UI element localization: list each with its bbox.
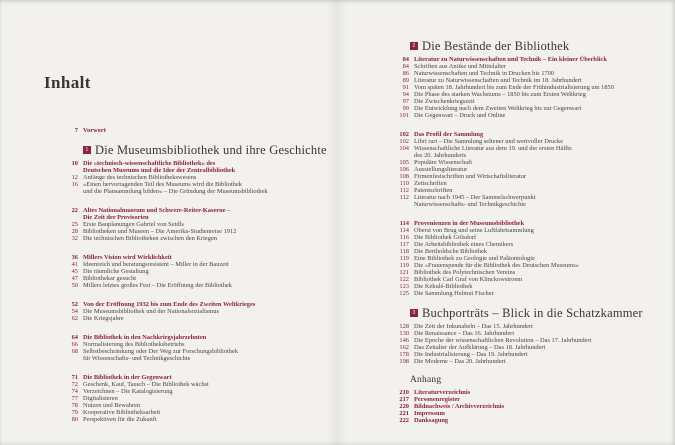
toc-entry-title-line: Die Moderne – Das 20. Jahrhundert [414,358,506,365]
toc-entry [64,207,326,221]
toc-entry-title-line: Die Phase des starken Wachstums – 1850 bis zum Ersten Weltkrieg [414,91,586,98]
toc-entry-title-line: Danksagung [414,417,449,424]
toc-entry-title-line: Bildnachweis / Archivverzeichnis [414,403,505,410]
toc-entry-page-number: 123 [399,283,409,290]
toc-entry-page-number: 125 [399,290,409,297]
toc-entry-page-number: 110 [399,180,409,187]
toc-entry [64,381,326,388]
toc-entry-title [414,173,663,180]
toc-entry-page-number: 84 [402,56,409,63]
toc-group [387,323,663,365]
toc-entry-title-line: Die »Frauenspende für die Bibliothek des Deutschen Museums« [414,262,579,269]
toc-entry-title [83,160,326,174]
toc-entry-title-line: und die Plansammlung bilden« – Die Gründung der Museumsbibliothek [83,188,268,195]
toc-entry-page-number: 74 [71,388,78,395]
toc-entry-title [414,91,663,98]
toc-entry-title [414,344,663,351]
toc-entry [387,276,663,283]
toc-entry-title-line: Literatur nach 1945 – Der Sammelschwerpunkt [414,194,536,201]
section-badge-icon: 2 [410,42,418,50]
toc-entry-title [83,207,326,221]
toc-entry-page-number: 22 [71,207,78,214]
toc-entry-title-line: »Einen hervorragenden Teil des Museums wird die Bibliothek [83,181,242,188]
page-title: Inhalt [44,73,91,93]
toc-entry-page-number: 25 [71,221,78,228]
toc-entry-title-line: Die räumliche Gestaltung [83,268,149,275]
toc-entry-title [414,187,663,194]
toc-group [64,207,326,242]
toc-entry-title [414,166,663,173]
toc-entry-title-line: Eine Bibliothek zu Geologie und Paläontologie [414,255,535,262]
toc-entry-page-number: 146 [399,337,409,344]
toc-entry-title-line: für Wissenschafts- und Technikgeschichte [83,355,191,362]
toc-entry-title-line: Millers letztes großes Fest – Die Eröffnung der Bibliothek [83,282,232,289]
toc-column-left [64,127,326,435]
toc-entry [387,344,663,351]
toc-entry-page-number: 47 [71,275,78,282]
toc-entry [64,348,326,362]
toc-group [64,374,326,423]
toc-entry-title [83,388,326,395]
toc-entry-page-number: 122 [399,276,409,283]
toc-entry-title [83,395,326,402]
toc-entry-page-number: 119 [399,255,409,262]
toc-entry-title-line: Geschenk, Kauf, Tausch – Die Bibliothek wächst [83,381,209,388]
toc-entry-title [414,98,663,105]
toc-entry-title-line: Verzeichnen – Die Katalogisierung [83,388,173,395]
toc-entry [387,337,663,344]
toc-entry-page-number: 118 [399,248,409,255]
toc-entry-title [83,282,326,289]
toc-entry-page-number: 222 [399,417,409,424]
toc-entry-title [83,416,326,423]
toc-entry-page-number: 52 [71,301,78,308]
toc-entry-page-number: 217 [399,396,409,403]
toc-entry-title-line: Die Bertholdsche Bibliothek [414,248,488,255]
toc-entry-title [83,334,326,341]
toc-entry-title-line: Millers Vision wird Wirklichkeit [83,254,172,261]
toc-entry [387,396,663,403]
toc-entry [387,417,663,424]
toc-entry-title-line: Die Bibliothek in der Gegenwart [83,374,172,381]
toc-entry-title [414,56,663,63]
toc-entry [387,330,663,337]
toc-entry-title [414,290,663,297]
toc-entry [387,269,663,276]
toc-entry-title-line: Das Profil der Sammlung [414,131,484,138]
toc-entry [64,374,326,381]
toc-entry-title-line: Die Sammlung Helmut Fischer [414,290,494,297]
toc-entry-title-line: Oberst von Brug und seine Luftfahrtsammlung [414,227,534,234]
toc-entry [387,98,663,105]
toc-entry-page-number: 66 [71,341,78,348]
toc-entry-page-number: 114 [399,220,409,227]
toc-entry-page-number: 102 [399,138,409,145]
toc-entry-title [414,138,663,145]
section-title: Die Bestände der Bibliothek [422,38,570,53]
toc-entry-page-number: 12 [71,174,78,181]
toc-entry [64,174,326,181]
toc-entry-title-line: Die Gegenwart – Druck und Online [414,112,506,119]
toc-entry-title [83,275,326,282]
toc-entry-page-number: 71 [71,374,78,381]
toc-entry-title-line: Die Museumsbibliothek und der Nationalsozialismus [83,308,219,315]
toc-entry [64,268,326,275]
toc-entry [387,112,663,119]
toc-group [64,127,326,134]
toc-entry-title-line: Ideenreich und beratungsresistent – Miller in der Bauzeit [83,261,229,268]
toc-entry-title [414,77,663,84]
toc-entry-title-line: Die Zwischenkriegszeit [414,98,475,105]
toc-entry-title [414,358,663,365]
toc-entry-title-line: Die technischen Bibliotheken zwischen den Kriegen [83,235,217,242]
toc-entry-page-number: 114 [399,227,409,234]
toc-entry [64,395,326,402]
toc-entry-page-number: 54 [71,308,78,315]
toc-entry-title [414,227,663,234]
toc-entry-page-number: 130 [399,330,409,337]
toc-entry-title-line: Die Kekulé-Bibliothek [414,283,473,290]
toc-entry [387,248,663,255]
toc-entry-title [414,220,663,227]
toc-group [387,131,663,208]
toc-entry-title-line: Die Entwicklung nach dem Zweiten Weltkrieg bis zur Gegenwart [414,105,582,112]
toc-entry-title [83,268,326,275]
toc-entry-page-number: 50 [71,282,78,289]
toc-entry [387,187,663,194]
section-header [387,38,663,53]
toc-entry [64,282,326,289]
toc-entry [64,160,326,174]
toc-group [64,254,326,289]
toc-entry-page-number: 221 [399,410,409,417]
toc-entry-title-line: Bibliothek Carl Graf von Klinckowstroem [414,276,523,283]
toc-entry-page-number: 41 [71,261,78,268]
toc-entry-title-line: Libri rari – Die Sammlung seltener und wertvoller Drucke [414,138,564,145]
toc-entry [64,301,326,308]
toc-entry-page-number: 72 [71,381,78,388]
toc-entry-title [83,254,326,261]
toc-entry-title [414,194,663,208]
toc-entry [387,173,663,180]
toc-entry-page-number: 112 [399,194,409,201]
toc-entry-title [414,403,663,410]
toc-entry-title-line: Deutschen Museums und die Idee der Zentralbibliothek [83,167,236,174]
toc-entry-page-number: 112 [399,187,409,194]
toc-entry-page-number: 106 [399,166,409,173]
toc-entry [387,194,663,208]
toc-entry-page-number: 77 [71,395,78,402]
toc-entry [387,138,663,145]
toc-entry [387,323,663,330]
toc-entry [64,409,326,416]
toc-entry-title-line: Die Bibliothek in den Nachkriegsjahrzehnten [83,334,207,341]
toc-entry-title-line: Normalisierung des Bibliotheksbetriebs [83,341,185,348]
toc-entry-title [414,159,663,166]
toc-group [64,301,326,322]
toc-entry-title [414,330,663,337]
section-badge-icon: 1 [83,146,91,154]
toc-entry [387,283,663,290]
section-header [64,142,327,157]
toc-entry-page-number: 68 [71,348,78,355]
section-header [387,305,663,320]
toc-entry-title-line: Das Zeitalter der Aufklärung – Das 18. Jahrhundert [414,344,546,351]
toc-entry-title [83,374,326,381]
toc-entry [387,159,663,166]
toc-entry-title [414,84,663,91]
toc-entry-title-line: Die Kriegsjahre [83,315,124,322]
toc-entry [387,145,663,159]
toc-entry-page-number: 97 [402,98,409,105]
toc-entry-title [83,402,326,409]
toc-entry-title-line: Bibliothekar gesucht [83,275,137,282]
toc-entry-title-line: Literatur zu Naturwissenschaften und Technik im 18. Jahrhundert [414,77,582,84]
toc-entry-title [414,105,663,112]
toc-entry-page-number: 89 [402,77,409,84]
section-title: Buchporträts – Blick in die Schatzkammer [422,305,643,320]
toc-entry [64,181,326,195]
toc-entry [387,358,663,365]
toc-entry-page-number: 86 [402,70,409,77]
appendix-heading: Anhang [410,375,442,385]
toc-entry-page-number: 102 [399,131,409,138]
toc-entry-page-number: 162 [399,344,409,351]
toc-entry-title [83,341,326,348]
toc-entry-title [83,127,326,134]
toc-entry-title [414,145,663,159]
toc-entry-title-line: Ausstellungsliteratur [414,166,468,173]
toc-entry-page-number: 99 [402,105,409,112]
toc-entry-page-number: 80 [71,416,78,423]
toc-entry-title-line: Firmenfestschriften und Wirtschaftsliteratur [414,173,527,180]
toc-entry [64,261,326,268]
toc-group [64,160,326,195]
toc-entry-title [414,351,663,358]
toc-entry-title [83,261,326,268]
toc-entry [387,241,663,248]
toc-entry-page-number: 128 [399,323,409,330]
toc-entry [64,228,326,235]
toc-entry-page-number: 91 [402,84,409,91]
toc-entry-page-number: 94 [402,91,409,98]
toc-entry-page-number: 119 [399,262,409,269]
toc-entry [64,235,326,242]
toc-entry [387,403,663,410]
toc-entry-title-line: Literaturverzeichnis [414,389,471,396]
toc-entry-title [414,269,663,276]
toc-entry-title-line: Vorwort [83,127,106,134]
section-title: Die Museumsbibliothek und ihre Geschichte [95,142,327,157]
toc-entry-title-line: Patentschriften [414,187,453,194]
toc-entry-page-number: 7 [74,127,78,134]
toc-entry-title-line: Kooperative Bibliotheksarbeit [83,409,161,416]
toc-entry-page-number: 105 [399,159,409,166]
toc-entry-title [414,276,663,283]
toc-entry [387,227,663,234]
toc-entry-title-line: Provenienzen in der Museumsbibliothek [414,220,525,227]
toc-entry [64,388,326,395]
toc-entry-title [414,112,663,119]
toc-entry-title-line: Impressum [414,410,445,417]
toc-entry-page-number: 45 [71,268,78,275]
toc-entry-title [414,248,663,255]
toc-entry-page-number: 117 [399,241,409,248]
toc-entry-title-line: Die Zeit der Inkunabeln – Das 15. Jahrhundert [414,323,533,330]
toc-entry-title [83,235,326,242]
toc-entry-title-line: Anfänge des technischen Bibliothekswesens [83,174,197,181]
toc-entry-page-number: 210 [399,389,409,396]
toc-group [387,56,663,119]
toc-entry-title [414,323,663,330]
toc-group [64,334,326,362]
toc-entry [387,77,663,84]
toc-entry [387,180,663,187]
toc-entry [387,220,663,227]
toc-entry [64,308,326,315]
toc-entry-title [414,70,663,77]
toc-entry-page-number: 116 [399,234,409,241]
toc-entry-title-line: Nutzen und Bewahren [83,402,141,409]
toc-entry-title [414,255,663,262]
toc-entry [64,416,326,423]
toc-group [387,220,663,297]
toc-entry-title [83,181,326,195]
toc-entry [387,105,663,112]
toc-entry-title-line: Selbstbeschränkung oder Der Weg zur Forschungsbibliothek [83,348,239,355]
toc-entry-page-number: 84 [402,63,409,70]
toc-entry-title [414,262,663,269]
toc-entry-page-number: 121 [399,269,409,276]
toc-entry [387,131,663,138]
toc-entry-title [414,417,663,424]
toc-entry-title-line: Naturwissenschaften und Technik in Drucken bis 1700 [414,70,554,77]
toc-entry [387,84,663,91]
toc-group [387,389,663,424]
toc-entry-page-number: 78 [71,402,78,409]
toc-entry-title-line: Populäre Wissenschaft [414,159,473,166]
toc-entry [387,290,663,297]
toc-entry [387,255,663,262]
toc-entry-title-line: Bibliotheken und Museen – Die Amerika-Studienreise 1912 [83,228,237,235]
toc-entry [387,262,663,269]
toc-entry [387,410,663,417]
toc-entry-title-line: Die Renaissance – Das 16. Jahrhundert [414,330,515,337]
toc-entry [64,334,326,341]
toc-entry-page-number: 36 [71,254,78,261]
toc-entry-title-line: Altes Nationalmuseum und Schwere-Reiter-Kaserne – [83,207,231,214]
toc-entry [64,221,326,228]
toc-entry-page-number: 178 [399,351,409,358]
toc-entry [64,275,326,282]
toc-entry [387,166,663,173]
toc-entry [387,234,663,241]
toc-entry-page-number: 32 [71,235,78,242]
toc-entry-page-number: 62 [71,315,78,322]
toc-entry-page-number: 101 [399,112,409,119]
toc-entry-title-line: Zeitschriften [414,180,447,187]
toc-entry-title-line: Schriften aus Antike und Mittelalter [414,63,506,70]
toc-entry-title [414,180,663,187]
toc-entry-title-line: Die Bibliothek Gölsdorf [414,234,477,241]
toc-entry-title [83,221,326,228]
section-badge-icon: 3 [410,309,418,317]
toc-entry-title-line: Die Epoche der wissenschaftlichen Revolution – Das 17. Jahrhundert [414,337,592,344]
toc-entry [387,91,663,98]
toc-entry-title-line: Wissenschaftliche Literatur aus dem 19. und der ersten Hälfte [414,145,572,152]
toc-entry-title-line: Personenregister [414,396,461,403]
toc-entry-page-number: 10 [71,160,78,167]
toc-entry-title [83,301,326,308]
toc-entry-page-number: 64 [71,334,78,341]
toc-entry-title-line: Perspektiven für die Zukunft [83,416,157,423]
toc-entry-title [414,241,663,248]
toc-entry-page-number: 104 [399,145,409,152]
toc-entry [64,402,326,409]
toc-entry-title [83,174,326,181]
toc-entry-page-number: 198 [399,358,409,365]
toc-entry [64,254,326,261]
toc-entry-title-line: Naturwissenschafts- und Technikgeschichte [414,201,526,208]
toc-entry-title [414,283,663,290]
toc-entry-title [83,348,326,362]
toc-entry-page-number: 28 [71,228,78,235]
toc-entry-title [83,228,326,235]
toc-entry-title-line: Vom späten 18. Jahrhundert bis zum Ende der Frühindustrialisierung um 1850 [414,84,614,91]
toc-entry-page-number: 16 [71,181,78,188]
toc-entry-page-number: 220 [399,403,409,410]
toc-entry-title [414,396,663,403]
toc-entry-page-number: 108 [399,173,409,180]
toc-entry-title-line: Von der Eröffnung 1932 bis zum Ende des Zweiten Weltkrieges [83,301,256,308]
toc-entry-title-line: Die »technisch-wissenschaftliche Bibliothek« des [83,160,216,167]
toc-entry [387,389,663,396]
toc-entry-title-line: des 20. Jahrhunderts [414,152,467,159]
toc-entry-page-number: 79 [71,409,78,416]
toc-entry-title-line: Die Arbeitsbibliothek eines Chemikers [414,241,514,248]
toc-entry [64,341,326,348]
toc-entry-title-line: Literatur zu Naturwissenschaften und Technik – Ein kleiner Überblick [414,56,607,63]
toc-entry-title [414,410,663,417]
toc-entry-title [83,409,326,416]
toc-entry [387,351,663,358]
toc-entry-title [83,381,326,388]
toc-entry-title-line: Die Industrialisierung – Das 19. Jahrhundert [414,351,528,358]
toc-entry [64,315,326,322]
toc-entry [387,70,663,77]
toc-entry-title-line: Bibliothek des Polytechnischen Vereins [414,269,516,276]
toc-entry-title [414,63,663,70]
toc-entry [64,127,326,134]
toc-entry-title [414,131,663,138]
toc-column-right [387,40,663,436]
toc-entry-title-line: Digitalisieren [83,395,118,402]
toc-entry-title [83,315,326,322]
toc-entry [387,56,663,63]
toc-entry-title-line: Die Zeit der Provisorien [83,214,149,221]
toc-entry-title [83,308,326,315]
toc-entry-title [414,234,663,241]
toc-entry-title [414,337,663,344]
toc-entry-title [414,389,663,396]
toc-entry [387,63,663,70]
toc-entry-title-line: Erste Bauplanungen Gabriel von Seidls [83,221,184,228]
